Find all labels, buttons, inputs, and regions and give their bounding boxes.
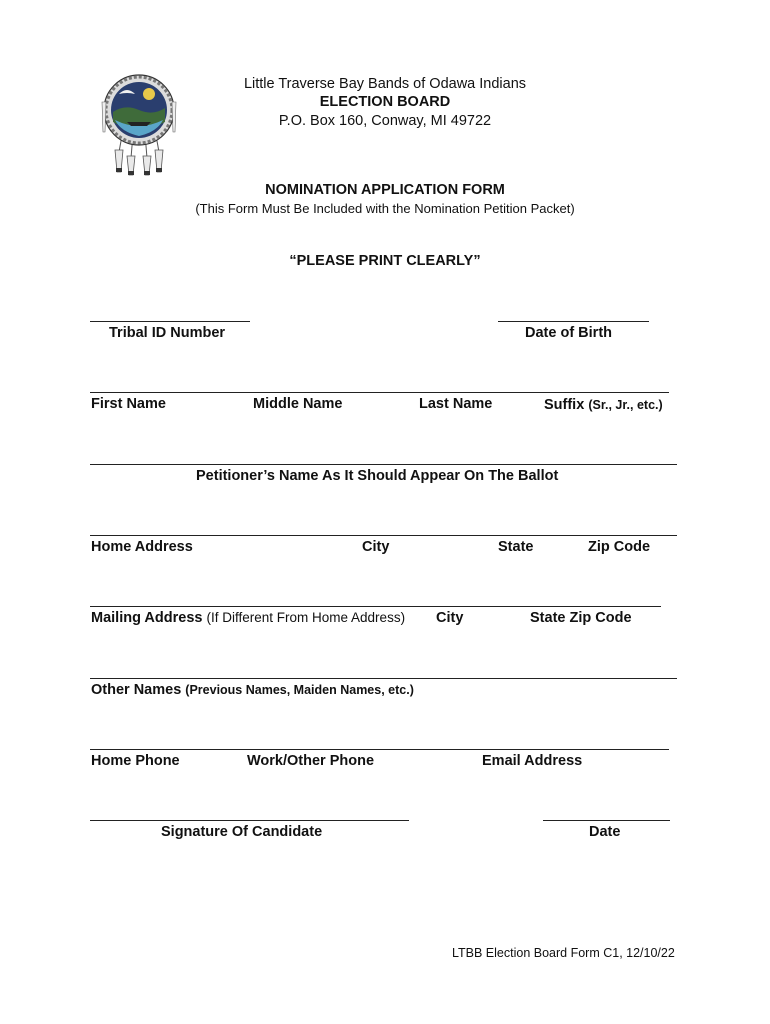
dob-label: Date of Birth	[525, 325, 612, 341]
signature-date-label: Date	[589, 824, 621, 840]
middle-name-label: Middle Name	[253, 396, 343, 412]
first-name-label: First Name	[91, 396, 166, 412]
ballot-name-line[interactable]	[90, 464, 677, 465]
work-phone-label: Work/Other Phone	[247, 753, 375, 769]
suffix-note: (Sr., Jr., etc.)	[588, 398, 663, 412]
full-name-line[interactable]	[90, 392, 669, 393]
other-names-label	[91, 682, 414, 698]
home-city-label: City	[362, 539, 390, 555]
signature-label: Signature Of Candidate	[161, 824, 323, 840]
other-names-text: Other Names	[91, 682, 182, 698]
mailing-state-zip-label: State Zip Code	[530, 610, 632, 626]
home-state-label: State	[498, 539, 534, 555]
home-address-label: Home Address	[91, 539, 193, 555]
email-label: Email Address	[482, 753, 583, 769]
last-name-label: Last Name	[419, 396, 493, 412]
suffix-text: Suffix	[544, 397, 585, 413]
suffix-label	[544, 397, 663, 413]
print-instruction: “PLEASE PRINT CLEARLY”	[289, 253, 481, 269]
tribal-id-label: Tribal ID Number	[109, 325, 226, 341]
form-id-footer: LTBB Election Board Form C1, 12/10/22	[452, 946, 675, 960]
home-zip-label: Zip Code	[588, 539, 651, 555]
form-subtitle: (This Form Must Be Included with the Nomination Petition Packet)	[195, 201, 575, 216]
board-name: ELECTION BOARD	[319, 94, 451, 110]
other-names-line[interactable]	[90, 678, 677, 679]
form-title: NOMINATION APPLICATION FORM	[265, 182, 505, 198]
other-names-note: (Previous Names, Maiden Names, etc.)	[185, 683, 414, 697]
home-address-line[interactable]	[90, 535, 677, 536]
mailing-address-label	[91, 610, 405, 626]
mailing-address-line[interactable]	[90, 606, 661, 607]
org-name: Little Traverse Bay Bands of Odawa Indians	[243, 76, 527, 92]
mailing-address-text: Mailing Address	[91, 610, 203, 626]
signature-date-line[interactable]	[543, 820, 670, 821]
home-phone-label: Home Phone	[91, 753, 180, 769]
mailing-address-note: (If Different From Home Address)	[206, 610, 406, 625]
board-address: P.O. Box 160, Conway, MI 49722	[278, 113, 492, 129]
signature-line[interactable]	[90, 820, 409, 821]
contact-line[interactable]	[90, 749, 669, 750]
dob-line[interactable]	[498, 321, 649, 322]
tribal-id-line[interactable]	[90, 321, 250, 322]
ballot-name-label: Petitioner’s Name As It Should Appear On The Ballot	[196, 468, 559, 484]
mailing-city-label: City	[436, 610, 464, 626]
